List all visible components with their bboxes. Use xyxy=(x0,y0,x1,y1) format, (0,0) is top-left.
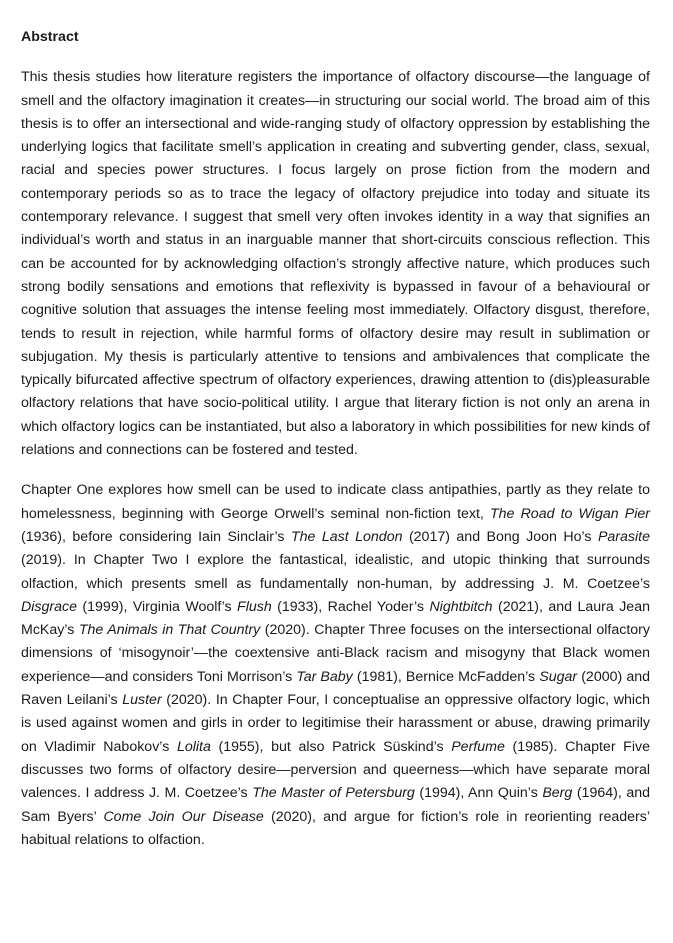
book-title: Nightbitch xyxy=(429,598,493,615)
book-title: The Master of Petersburg xyxy=(252,785,415,802)
paragraph-text-segment: (1964), and Sam Byers’ xyxy=(21,785,650,825)
paragraph-text-segment: (2020), and argue for fiction’s role in reorienting readers’ habitual relations to olfaction. xyxy=(21,808,650,848)
paragraph-text-segment: (1955), but also Patrick Süskind’s xyxy=(210,738,452,755)
book-title: Luster xyxy=(122,692,162,709)
book-title: Parasite xyxy=(597,528,650,545)
paragraph-text-segment: (2000) and Raven Leilani’s xyxy=(21,668,650,709)
abstract-paragraph-2 xyxy=(21,479,650,852)
paragraph-text-segment: (2021), and Laura Jean McKay’s xyxy=(21,598,650,639)
paragraph-text-segment: (2020). Chapter Three focuses on the intersectional olfactory dimensions of ‘misogynoir’—the coextensive anti-Black racism and misogyny that Black women experience—and considers Toni Morrison’s xyxy=(21,622,650,685)
paragraph-text-segment: (2017) and Bong Joon Ho’s xyxy=(402,528,598,545)
paragraph-text-segment: (1933), Rachel Yoder’s xyxy=(271,598,430,615)
book-title: The Last London xyxy=(290,528,403,545)
book-title: Berg xyxy=(542,785,573,802)
paragraph-text-segment: (1994), Ann Quin’s xyxy=(414,785,543,802)
paragraph-text-segment: (1999), Virginia Woolf’s xyxy=(76,598,238,615)
book-title: Tar Baby xyxy=(296,668,353,685)
paragraph-text-segment: (1981), Bernice McFadden’s xyxy=(352,668,540,685)
paragraph-text-segment: (2019). In Chapter Two I explore the fantastical, idealistic, and utopic thinking that surrounds olfaction, which presents smell as fundamentally non-human, by addressing J. M. Coetzee’s xyxy=(21,552,650,592)
abstract-paragraph-1: This thesis studies how literature registers the importance of olfactory discourse—the language of smell and the olfactory imagination it creates—in structuring our social world. The broad aim of this thesis is to offer an intersectional and wide-ranging study of olfactory oppression by establishing the underlying logics that facilitate smell’s application in creating and subverting gender, class, sexual, racial and species power structures. I focus largely on prose fiction from the modern and contemporary periods so as to trace the legacy of olfactory prejudice into today and situate its contemporary relevance. I suggest that smell very often invokes identity in a way that signifies an individual’s worth and status in an inarguable manner that short-circuits conscious reflection. This can be accounted for by acknowledging olfaction’s strongly affective nature, which produces such strong bodily sensations and emotions that reflexivity is bypassed in favour of a behavioural or cognitive solution that assuages the intense feeling most immediately. Olfactory disgust, therefore, tends to result in rejection, while harmful forms of olfactory desire may result in sublimation or subjugation. My thesis is particularly attentive to tensions and ambivalences that complicate the typically bifurcated affective spectrum of olfactory experiences, drawing attention to (dis)pleasurable olfactory relations that have socio-political utility. I argue that literary fiction is not only an arena in which olfactory logics can be instantiated, but also a laboratory in which possibilities for new kinds of relations and connections can be fostered and tested. xyxy=(21,69,650,459)
paragraph-text-segment: Chapter One explores how smell can be used to indicate class antipathies, partly as they relate to homelessness, beginning with George Orwell’s seminal non-fiction text, xyxy=(21,482,650,522)
book-title: Perfume xyxy=(451,738,505,755)
paragraph-text-segment: (1936), before considering Iain Sinclair’s xyxy=(21,528,291,545)
book-title: Flush xyxy=(237,598,272,615)
book-title: The Animals in That Country xyxy=(78,622,261,639)
book-title: The Road to Wigan Pier xyxy=(490,505,650,522)
document-page xyxy=(21,26,650,852)
paragraph-text-segment: (2020). In Chapter Four, I conceptualise an oppressive olfactory logic, which is used against women and girls in order to legitimise their harassment or abuse, drawing primarily on Vladimir Nabokov’s xyxy=(21,692,650,755)
paragraph-text-segment: (1985). Chapter Five discusses two forms of olfactory desire—perversion and queerness—which have separate moral valences. I address J. M. Coetzee’s xyxy=(21,738,650,802)
book-title: Come Join Our Disease xyxy=(103,808,264,825)
book-title: Sugar xyxy=(539,668,578,685)
section-heading: Abstract xyxy=(21,29,79,45)
book-title: Disgrace xyxy=(21,598,77,615)
book-title: Lolita xyxy=(176,738,211,755)
